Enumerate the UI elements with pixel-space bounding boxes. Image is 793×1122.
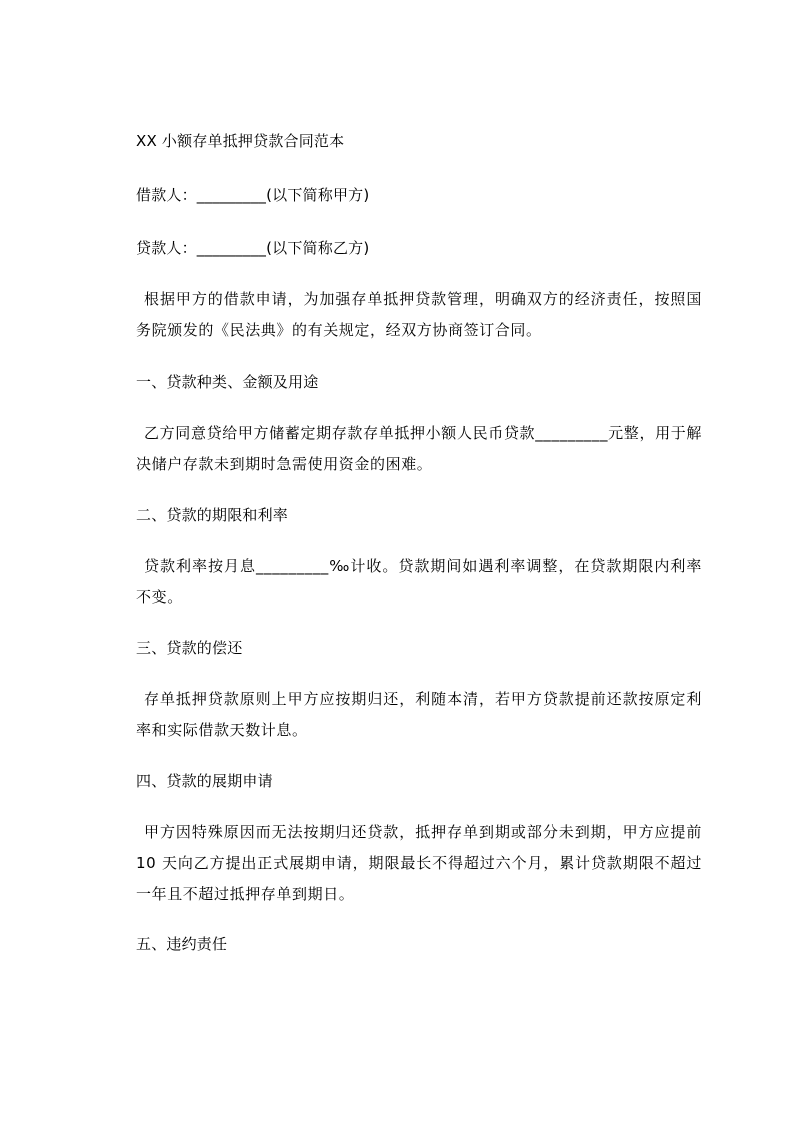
section-body: 甲方因特殊原因而无法按期归还贷款，抵押存单到期或部分未到期，甲方应提前 10 天向乙方提出正式展期申请，期限最长不得超过六个月，累计贷款期限不超过一年且不超过抵押存单到期日。	[136, 823, 702, 903]
section-body: 存单抵押贷款原则上甲方应按期归还，利随本清，若甲方贷款提前还款按原定利率和实际借款天数计息。	[136, 690, 702, 739]
section-heading: 四、贷款的展期申请	[136, 772, 273, 790]
document-title: XX 小额存单抵押贷款合同范本	[136, 132, 345, 150]
section-body: 贷款利率按月息_________‰计收。贷款期间如遇利率调整，在贷款期限内利率不变。	[136, 557, 702, 606]
section-heading: 五、违约责任	[136, 935, 228, 953]
borrower-line: 借款人：_________(以下简称甲方)	[136, 186, 370, 204]
section-heading: 三、贷款的偿还	[136, 639, 243, 657]
section-heading: 一、贷款种类、金额及用途	[136, 373, 319, 391]
lender-line: 贷款人：_________(以下简称乙方)	[136, 239, 370, 257]
section-body: 乙方同意贷给甲方储蓄定期存款存单抵押小额人民币贷款_________元整，用于解决储户存款未到期时急需使用资金的困难。	[136, 424, 702, 473]
section-heading: 二、贷款的期限和利率	[136, 506, 289, 524]
intro-paragraph: 根据甲方的借款申请，为加强存单抵押贷款管理，明确双方的经济责任，按照国务院颁发的《民法典》的有关规定，经双方协商签订合同。	[136, 290, 702, 339]
